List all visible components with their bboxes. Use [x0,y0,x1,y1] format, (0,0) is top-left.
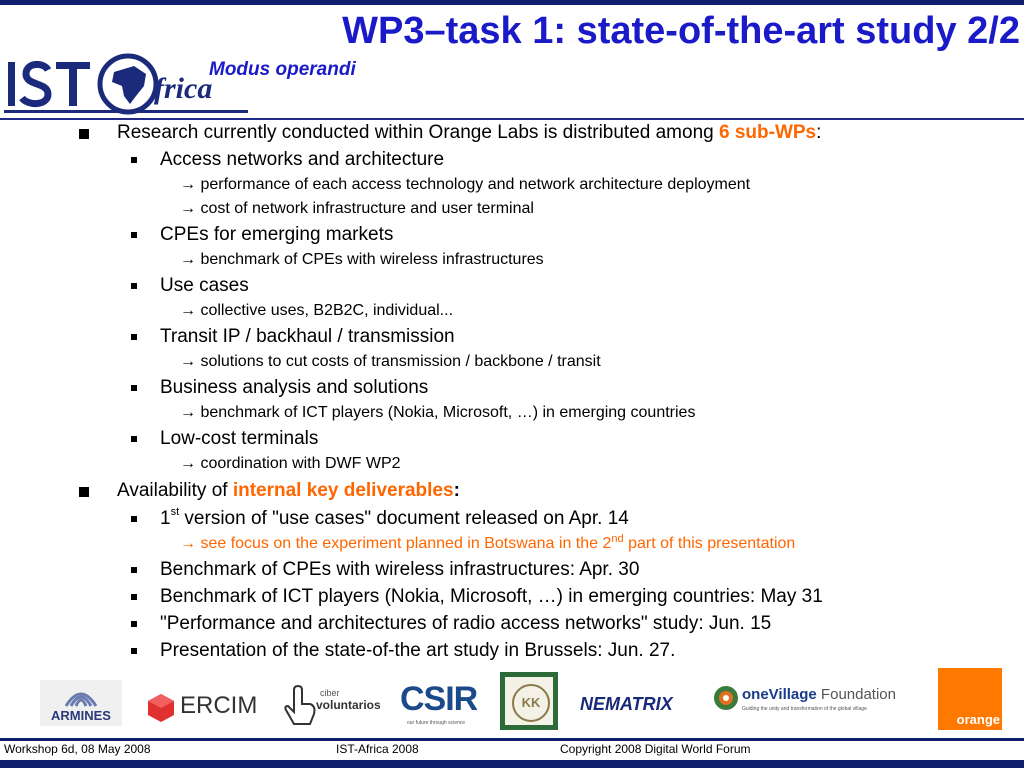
detail-line: → cost of network infrastructure and user terminal [180,200,534,217]
orange-logo [938,668,1002,730]
ercim-text: ERCIM [180,692,258,719]
onevillage-village: Village [768,686,817,703]
sub-bullet-text: CPEs for emerging markets [160,224,394,245]
sub-bullet-text: Low-cost terminals [160,428,319,449]
slide-title: WP3–task 1: state-of-the-art study 2/2 [342,10,1020,52]
hand-pointer-icon [280,680,320,730]
sub-bullet-text: Access networks and architecture [160,149,445,170]
csir-text: CSIR [400,680,478,718]
detail-line: → coordination with DWF WP2 [180,455,401,472]
onevillage-one: one [742,686,769,703]
csir-tagline: our future through science [406,720,466,726]
bottom-bar [0,760,1024,768]
ist-africa-logo [4,52,248,118]
footer-right: Copyright 2008 Digital World Forum [560,742,751,756]
sub-bullet-text: Benchmark of ICT players (Nokia, Microsoft, …) in emerging countries: May 31 [160,586,823,607]
top-bar [0,0,1024,5]
ordinal-suffix: st [170,506,180,518]
onevillage-globe-icon [712,684,740,712]
armines-logo [40,680,122,726]
sub-bullet [160,586,823,608]
onevillage-logo [712,684,918,724]
cibervoluntarios-small-text: ciber [320,688,340,698]
bullet-text: Research currently conducted within Orange Labs is distributed among [117,122,719,143]
small-bullet-icon [131,334,137,340]
detail-line: → solutions to cut costs of transmission / backbone / transit [180,353,601,370]
sub-bullet [160,640,675,662]
sub-bullet [160,428,318,450]
sub-bullet-text: Transit IP / backhaul / transmission [160,326,455,347]
small-bullet-icon [131,157,137,163]
onevillage-text [742,686,896,703]
partner-logos [0,668,1024,738]
slide-subtitle: Modus operandi [209,59,356,80]
detail-text: → see focus on the experiment planned in Botswana in the 2 [180,535,612,552]
sub-bullet-text: Use cases [160,275,249,296]
kk-text: KK [512,684,550,722]
detail-line: → collective uses, B2B2C, individual... [180,302,454,319]
ercim-cube-icon [146,692,176,722]
sub-bullet-text: Presentation of the state-of-the art study in Brussels: Jun. 27. [160,640,676,661]
armines-arcs-icon [40,680,122,710]
nematrix-text: NEMATRIX [580,694,673,714]
sub-bullet [160,377,428,399]
square-bullet-icon [79,487,89,497]
cibervoluntarios-logo [280,672,380,732]
bullet-suffix: : [816,122,822,143]
small-bullet-icon [131,232,137,238]
ordinal-number: 1 [160,508,171,529]
sub-bullet [160,275,249,297]
csir-logo [400,680,478,730]
bullet-text: Availability of [117,480,233,501]
highlight-text: 6 sub-WPs [719,122,817,143]
detail-line-orange [180,535,795,553]
square-bullet-icon [79,129,89,139]
sub-bullet [160,559,639,581]
bullet-availability [117,480,460,502]
footer-left: Workshop 6d, 08 May 2008 [4,742,151,756]
detail-line: → performance of each access technology and network architecture deployment [180,176,751,193]
small-bullet-icon [131,436,137,442]
kk-logo [500,672,558,730]
small-bullet-icon [131,516,137,522]
svg-text:frica: frica [154,72,213,105]
small-bullet-icon [131,567,137,573]
footer-rule [0,738,1024,741]
armines-text: ARMINES [51,708,111,723]
small-bullet-icon [131,621,137,627]
cibervoluntarios-text: voluntarios [316,698,381,712]
bullet-research [117,122,821,144]
onevillage-tagline: Guiding the unity and transformation of the global village [742,706,867,712]
small-bullet-icon [131,385,137,391]
onevillage-foundation: Foundation [816,686,896,703]
ordinal-suffix: nd [611,533,624,545]
detail-line: → benchmark of ICT players (Nokia, Microsoft, …) in emerging countries [180,404,696,421]
small-bullet-icon [131,648,137,654]
sub-bullet [160,613,771,635]
bullet-suffix: : [453,480,460,501]
sub-bullet [160,508,629,530]
footer-center: IST-Africa 2008 [336,742,419,756]
sub-bullet-text: Business analysis and solutions [160,377,429,398]
small-bullet-icon [131,283,137,289]
sub-bullet-text: Benchmark of CPEs with wireless infrastructures: Apr. 30 [160,559,640,580]
detail-line: → benchmark of CPEs with wireless infrastructures [180,251,544,268]
orange-text: orange [956,712,1000,727]
detail-text: part of this presentation [623,535,796,552]
nematrix-logo [580,694,700,720]
sub-bullet-text: version of "use cases" document released on Apr. 14 [179,508,629,529]
sub-bullet-text: "Performance and architectures of radio access networks" study: Jun. 15 [160,613,772,634]
small-bullet-icon [131,594,137,600]
header-rule [0,118,1024,120]
sub-bullet [160,224,393,246]
sub-bullet [160,149,444,171]
highlight-text: internal key deliverables [232,480,454,501]
ercim-logo [146,690,256,724]
sub-bullet [160,326,455,348]
